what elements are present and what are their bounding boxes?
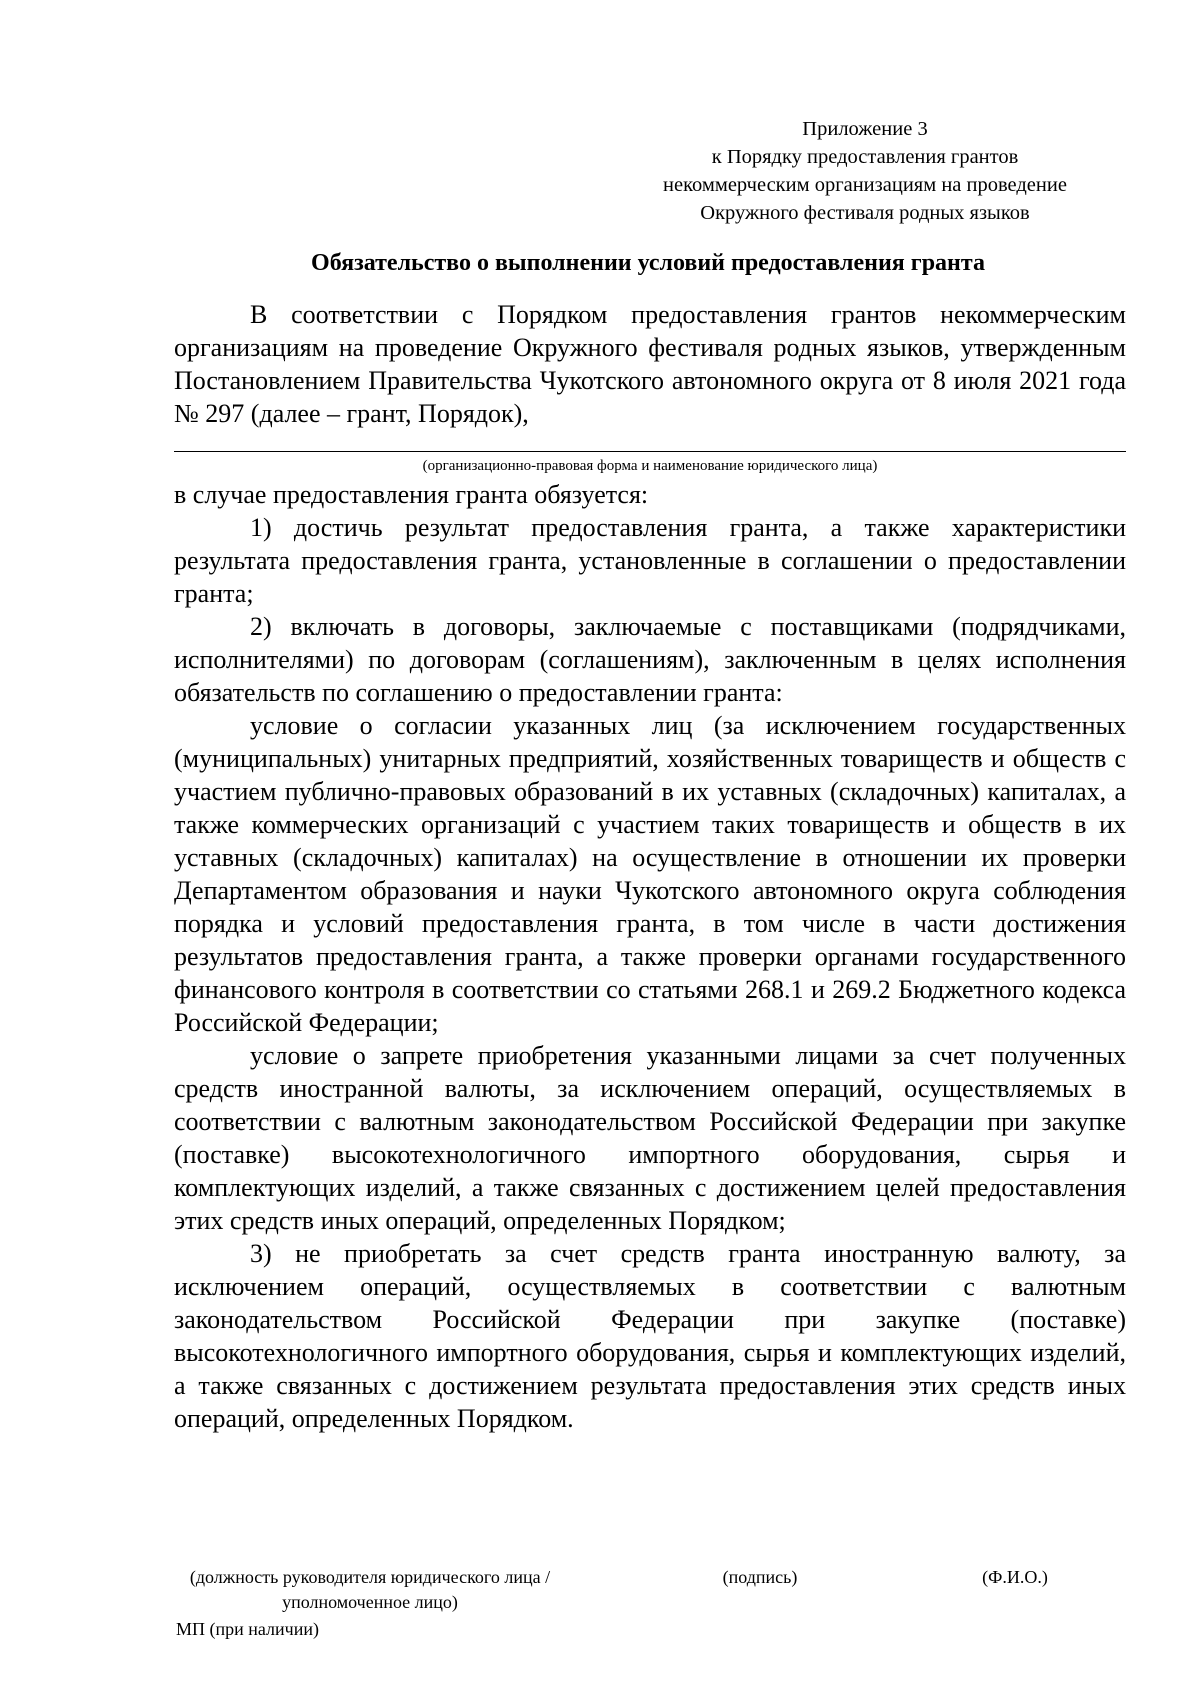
organization-caption: (организационно-правовая форма и наименование юридического лица) <box>422 458 878 474</box>
currency-prohibition-condition-paragraph: условие о запрете приобретения указанными лицами за счет полученных средств иностранной валюты, за исключением операций, осуществляемых в соответствии с валютным законодательством Российской Федерации при закупке (поставке) высокотехнологичного импортного оборудования, сырья и комплектующих изделий, а также связанных с достижением целей предоставления этих средств иных операций, определенных Порядком; <box>174 1041 1126 1235</box>
obligates-paragraph: в случае предоставления гранта обязуется: <box>174 480 649 509</box>
fio-label: (Ф.И.О.) <box>982 1567 1048 1587</box>
obligation-item-3: 3) не приобретать за счет средств гранта иностранную валюту, за исключением операций, осуществляемых в соответствии с валютным законодательством Российской Федерации при закупке (поставке) высокотехнологичного импортного оборудования, сырья и комплектующих изделий, а также связанных с достижением результата предоставления этих средств иных операций, определенных Порядком. <box>174 1239 1126 1433</box>
document-body <box>174 298 1126 1435</box>
appendix-ref-line: некоммерческим организациям на проведение <box>663 174 1067 196</box>
consent-condition-paragraph: условие о согласии указанных лиц (за исключением государственных (муниципальных) унитарных предприятий, хозяйственных товариществ и обществ с участием публично-правовых образований в их уставных (складочных) капиталах, а также коммерческих организаций с участием таких товариществ и обществ в их уставных (складочных) капиталах) на осуществление в отношении их проверки Департаментом образования и науки Чукотского автономного округа соблюдения порядка и условий предоставления гранта, в том числе в части достижения результатов предоставления гранта, а также проверки органами государственного финансового контроля в соответствии со статьями 268.1 и 269.2 Бюджетного кодекса Российской Федерации; <box>174 711 1126 1037</box>
document-title: Обязательство о выполнении условий предоставления гранта <box>311 250 985 276</box>
organization-name-blank-line <box>174 451 1126 452</box>
intro-paragraph: В соответствии с Порядком предоставления грантов некоммерческим организациям на проведение Окружного фестиваля родных языков, утвержденным Постановлением Правительства Чукотского автономного округа от 8 июля 2021 года № 297 (далее – грант, Порядок), <box>174 300 1126 428</box>
appendix-header <box>600 115 1130 227</box>
position-label <box>160 1565 580 1615</box>
position-label-line: уполномоченное лицо) <box>282 1592 458 1612</box>
position-label-line: (должность руководителя юридического лица / <box>189 1567 551 1587</box>
signature-label: (подпись) <box>722 1567 798 1587</box>
obligation-item-2: 2) включать в договоры, заключаемые с поставщиками (подрядчиками, исполнителями) по договорам (соглашениям), заключенным в целях исполнения обязательств по соглашению о предоставлении гранта: <box>174 612 1126 707</box>
obligation-item-1: 1) достичь результат предоставления гранта, а также характеристики результата предоставления гранта, установленные в соглашении о предоставлении гранта; <box>174 513 1126 608</box>
appendix-ref-line: Окружного фестиваля родных языков <box>700 202 1030 224</box>
appendix-number: Приложение 3 <box>802 118 928 140</box>
stamp-label: МП (при наличии) <box>176 1619 319 1639</box>
appendix-ref-line: к Порядку предоставления грантов <box>711 146 1019 168</box>
signature-block <box>160 1565 1110 1685</box>
